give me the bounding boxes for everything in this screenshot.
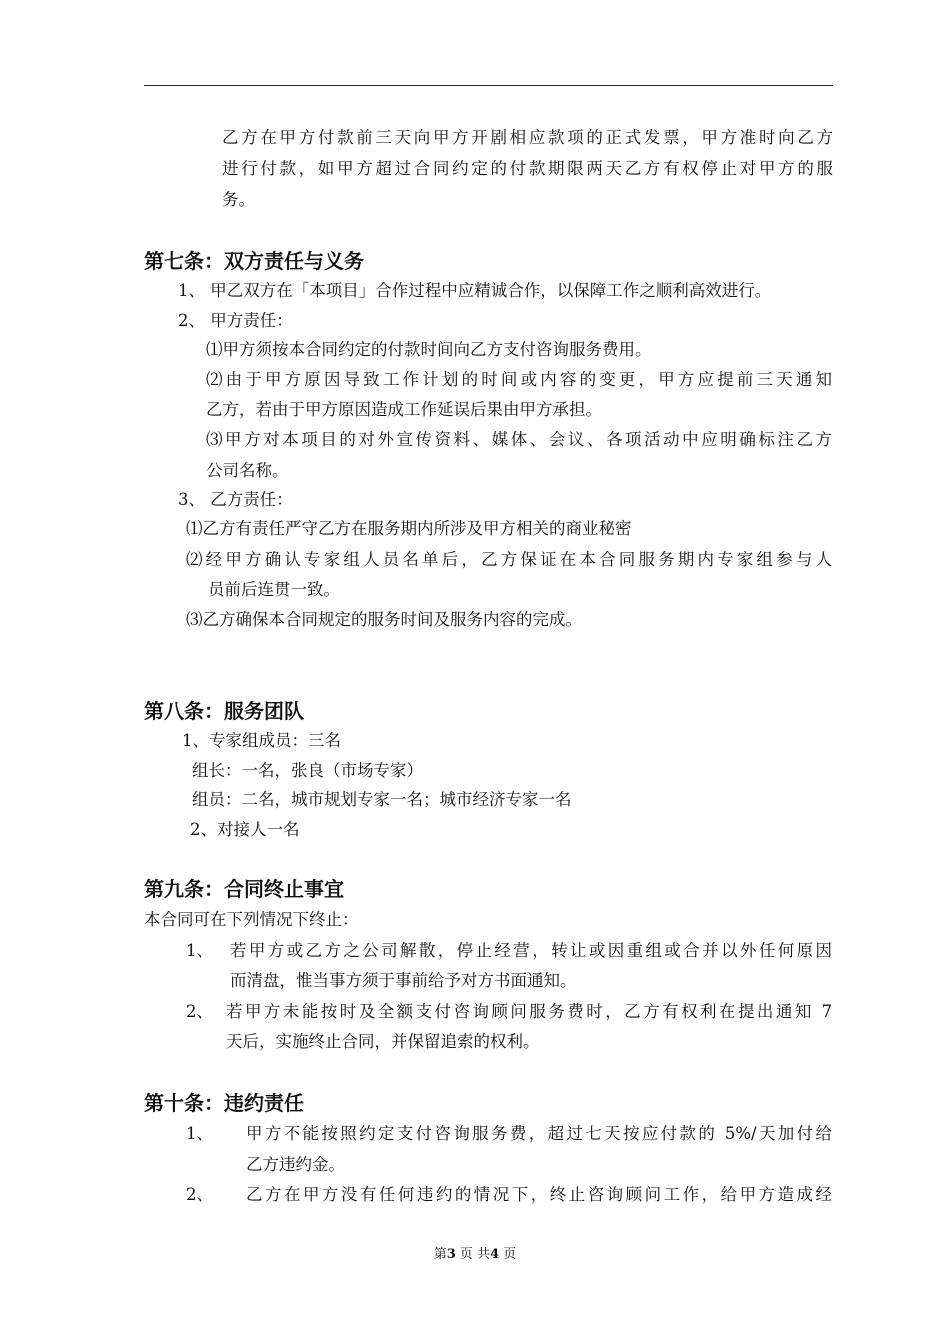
current-page-number: 3	[446, 1247, 456, 1262]
article7-title: 第七条：双方责任与义务	[144, 249, 364, 273]
payment-line-2: 进行付款，如甲方超过合同约定的付款期限两天乙方有权停止对甲方的服	[222, 159, 833, 178]
party-b-duty-2-line-1: ⑵经甲方确认专家组人员名单后，乙方保证在本合同服务期内专家组参与人	[186, 550, 832, 569]
article9-clause-1-line-1: 若甲方或乙方之公司解散，停止经营，转让或因重组或合并以外任何原因	[230, 941, 832, 960]
team-line-1: 1、专家组成员：三名	[182, 731, 341, 750]
footer-middle: 页 共	[459, 1247, 491, 1262]
article9-num-1: 1、	[186, 941, 213, 960]
article9-clause-1-line-2: 而清盘，惟当事方须于事前给予对方书面通知。	[230, 971, 577, 990]
team-line-2: 组长：一名，张良（市场专家）	[192, 761, 423, 780]
footer-prefix: 第	[433, 1247, 447, 1262]
total-page-number: 4	[490, 1247, 500, 1262]
party-a-duty-1: ⑴甲方须按本合同约定的付款时间向乙方支付咨询服务费用。	[206, 340, 652, 359]
article10-num-1: 1、	[186, 1124, 213, 1143]
article8-title: 第八条：服务团队	[144, 699, 304, 723]
article7-item-3: 3、 乙方责任：	[178, 490, 293, 509]
header-rule	[144, 85, 833, 86]
party-b-duty-3: ⑶乙方确保本合同规定的服务时间及服务内容的完成。	[186, 610, 582, 629]
article9-intro: 本合同可在下列情况下终止：	[144, 910, 359, 929]
page-footer	[0, 1247, 950, 1263]
article9-num-2: 2、	[186, 1002, 213, 1021]
party-b-duty-1: ⑴乙方有责任严守乙方在服务期内所涉及甲方相关的商业秘密	[186, 519, 632, 538]
article7-item-1: 1、 甲乙双方在「本项目」合作过程中应精诚合作，以保障工作之顺利高效进行。	[178, 281, 772, 300]
article7-item-2: 2、 甲方责任：	[178, 311, 293, 330]
footer-suffix: 页	[503, 1247, 517, 1262]
party-a-duty-2-line-2: 乙方，若由于甲方原因造成工作延误后果由甲方承担。	[206, 400, 602, 419]
article10-num-2: 2、	[186, 1185, 213, 1204]
article9-clause-2-line-1: 若甲方未能按时及全额支付咨询顾问服务费时，乙方有权利在提出通知 7	[226, 1002, 832, 1021]
payment-line-3: 务。	[222, 190, 255, 209]
team-line-4: 2、对接人一名	[190, 820, 300, 839]
article10-clause-2-line-1: 乙方在甲方没有任何违约的情况下，终止咨询顾问工作，给甲方造成经	[246, 1185, 832, 1204]
party-a-duty-3-line-2: 公司名称。	[206, 461, 289, 480]
party-b-duty-2-line-2: 员前后连贯一致。	[208, 580, 340, 599]
article10-clause-1-line-1: 甲方不能按照约定支付咨询服务费，超过七天按应付款的 5%/天加付给	[246, 1124, 832, 1143]
article10-title: 第十条：违约责任	[144, 1091, 304, 1115]
party-a-duty-2-line-1: ⑵由于甲方原因导致工作计划的时间或内容的变更，甲方应提前三天通知	[206, 370, 832, 389]
article9-clause-2-line-2: 天后，实施终止合同，并保留追索的权利。	[226, 1032, 540, 1051]
payment-line-1: 乙方在甲方付款前三天向甲方开剧相应款项的正式发票，甲方准时向乙方	[222, 128, 833, 147]
team-line-3: 组员：二名，城市规划专家一名；城市经济专家一名	[192, 790, 572, 809]
party-a-duty-3-line-1: ⑶甲方对本项目的对外宣传资料、媒体、会议、各项活动中应明确标注乙方	[206, 430, 832, 449]
article10-clause-1-line-2: 乙方违约金。	[246, 1155, 345, 1174]
article9-title: 第九条：合同终止事宜	[144, 877, 344, 901]
